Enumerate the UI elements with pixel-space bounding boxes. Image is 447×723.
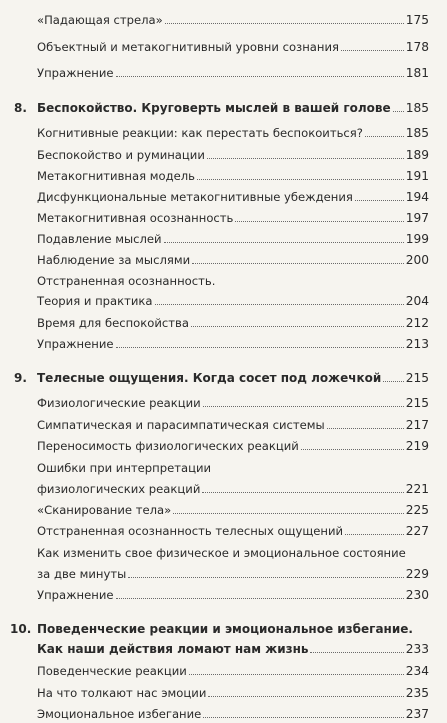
toc-entry	[37, 126, 429, 140]
dot-leader	[173, 512, 404, 514]
toc-entry	[37, 396, 429, 410]
toc-entry	[37, 40, 429, 54]
chapter-page: 185	[405, 101, 429, 115]
dot-leader	[207, 157, 404, 159]
toc-entry-page: 215	[405, 396, 429, 410]
toc-entry-page: 191	[405, 169, 429, 183]
toc-entry-title: Симпатическая и парасимпатическая системы	[37, 418, 325, 432]
toc-entry	[37, 439, 429, 453]
dot-leader	[191, 325, 404, 327]
dot-leader	[128, 576, 403, 578]
toc-entry-title: Переносимость физиологических реакций	[37, 439, 299, 453]
dot-leader	[202, 491, 403, 493]
toc-entry-page: 181	[405, 66, 429, 80]
toc-entry-page: 235	[405, 686, 429, 700]
chapter-number: 10.	[10, 622, 32, 636]
toc-entry	[37, 664, 429, 678]
chapter-title: Телесные ощущения. Когда сосет под ложечкой	[37, 371, 382, 385]
dot-leader	[165, 22, 404, 24]
toc-entry-page: 189	[405, 148, 429, 162]
chapter-title: Как наши действия ломают нам жизнь	[37, 642, 309, 656]
toc-entry-title: Дисфункциональные метакогнитивные убеждения	[37, 190, 353, 204]
dot-leader	[345, 533, 404, 535]
dot-leader	[341, 49, 404, 51]
toc-entry	[37, 524, 429, 538]
toc-entry-page: 175	[405, 13, 429, 27]
toc-entry-title: Метакогнитивная осознанность	[37, 211, 234, 225]
chapter-heading	[37, 642, 429, 656]
toc-entry-page: 178	[405, 40, 429, 54]
dot-leader	[116, 346, 404, 348]
toc-entry-page: 230	[405, 588, 429, 602]
toc-entry-title: На что толкают нас эмоции	[37, 686, 207, 700]
toc-entry-title: за две минуты	[37, 567, 127, 581]
toc-entry-page: 204	[405, 294, 429, 308]
toc-entry-title: физиологических реакций	[37, 482, 201, 496]
chapter-number: 9.	[14, 371, 27, 385]
toc-entry	[37, 418, 429, 432]
toc-entry-title: Подавление мыслей	[37, 232, 162, 246]
toc-entry-title: Теория и практика	[37, 294, 153, 308]
chapter-title: Беспокойство. Круговерть мыслей в вашей голове	[37, 101, 391, 115]
toc-entry	[37, 253, 429, 267]
toc-entry-page: 212	[405, 316, 429, 330]
dot-leader	[393, 110, 404, 112]
toc-entry	[37, 13, 429, 27]
dot-leader	[203, 405, 404, 407]
toc-entry-title: Отстраненная осознанность.	[37, 274, 216, 288]
chapter-page: 215	[405, 371, 429, 385]
dot-leader	[192, 262, 404, 264]
toc-entry-page: 227	[405, 524, 429, 538]
toc-entry-title: Время для беспокойства	[37, 316, 189, 330]
dot-leader	[155, 303, 404, 305]
toc-entry-title: Эмоциональное избегание	[37, 707, 202, 721]
dot-leader	[164, 241, 404, 243]
toc-entry-title: Когнитивные реакции: как перестать беспокоиться?	[37, 126, 363, 140]
dot-leader	[383, 380, 403, 382]
toc-entry	[37, 588, 429, 602]
toc-entry-page: 225	[405, 503, 429, 517]
dot-leader	[116, 597, 404, 599]
toc-entry-title: Метакогнитивная модель	[37, 169, 195, 183]
dot-leader	[365, 135, 404, 137]
toc-entry	[37, 232, 429, 246]
dot-leader	[116, 75, 404, 77]
toc-entry-title: Объектный и метакогнитивный уровни сознания	[37, 40, 339, 54]
dot-leader	[355, 199, 404, 201]
toc-entry	[37, 294, 429, 308]
toc-entry-page: 185	[405, 126, 429, 140]
toc-entry-title: Физиологические реакции	[37, 396, 201, 410]
toc-entry-title: Упражнение	[37, 337, 114, 351]
dot-leader	[197, 178, 404, 180]
toc-entry	[37, 169, 429, 183]
toc-entry-page: 197	[405, 211, 429, 225]
dot-leader	[310, 651, 403, 653]
toc-entry	[37, 148, 429, 162]
toc-entry-title: Как изменить свое физическое и эмоциональное состояние	[37, 546, 406, 560]
toc-entry	[37, 482, 429, 496]
toc-entry-page: 229	[405, 567, 429, 581]
toc-entry	[37, 686, 429, 700]
toc-entry-page: 199	[405, 232, 429, 246]
toc-entry-title: Беспокойство и руминации	[37, 148, 205, 162]
dot-leader	[327, 427, 404, 429]
dot-leader	[189, 673, 404, 675]
chapter-page: 233	[405, 642, 429, 656]
toc-entry-title: «Падающая стрела»	[37, 13, 163, 27]
dot-leader	[301, 448, 404, 450]
toc-entry	[37, 316, 429, 330]
toc-entry-page: 217	[405, 418, 429, 432]
toc-entry-title: «Сканирование тела»	[37, 503, 172, 517]
toc-entry-title: Отстраненная осознанность телесных ощущений	[37, 524, 344, 538]
toc-entry-page: 234	[405, 664, 429, 678]
toc-entry	[37, 567, 429, 581]
dot-leader	[235, 220, 403, 222]
toc-entry	[37, 66, 429, 80]
chapter-title: Поведенческие реакции и эмоциональное избегание.	[37, 622, 413, 636]
toc-entry	[37, 337, 429, 351]
chapter-heading	[37, 371, 429, 385]
toc-entry-title: Упражнение	[37, 66, 114, 80]
toc-entry-page: 237	[405, 707, 429, 721]
toc-entry-title: Упражнение	[37, 588, 114, 602]
chapter-number: 8.	[14, 101, 27, 115]
toc-entry-page: 219	[405, 439, 429, 453]
toc-entry-page: 200	[405, 253, 429, 267]
dot-leader	[203, 716, 403, 718]
toc-entry-page: 221	[405, 482, 429, 496]
toc-entry	[37, 190, 429, 204]
toc-entry-title: Наблюдение за мыслями	[37, 253, 191, 267]
toc-entry-title: Поведенческие реакции	[37, 664, 187, 678]
toc-entry	[37, 211, 429, 225]
toc-entry-page: 213	[405, 337, 429, 351]
chapter-heading	[37, 101, 429, 115]
toc-entry-title: Ошибки при интерпретации	[37, 461, 212, 475]
dot-leader	[208, 695, 403, 697]
toc-entry	[37, 503, 429, 517]
toc-entry	[37, 707, 429, 721]
toc-entry-page: 194	[405, 190, 429, 204]
